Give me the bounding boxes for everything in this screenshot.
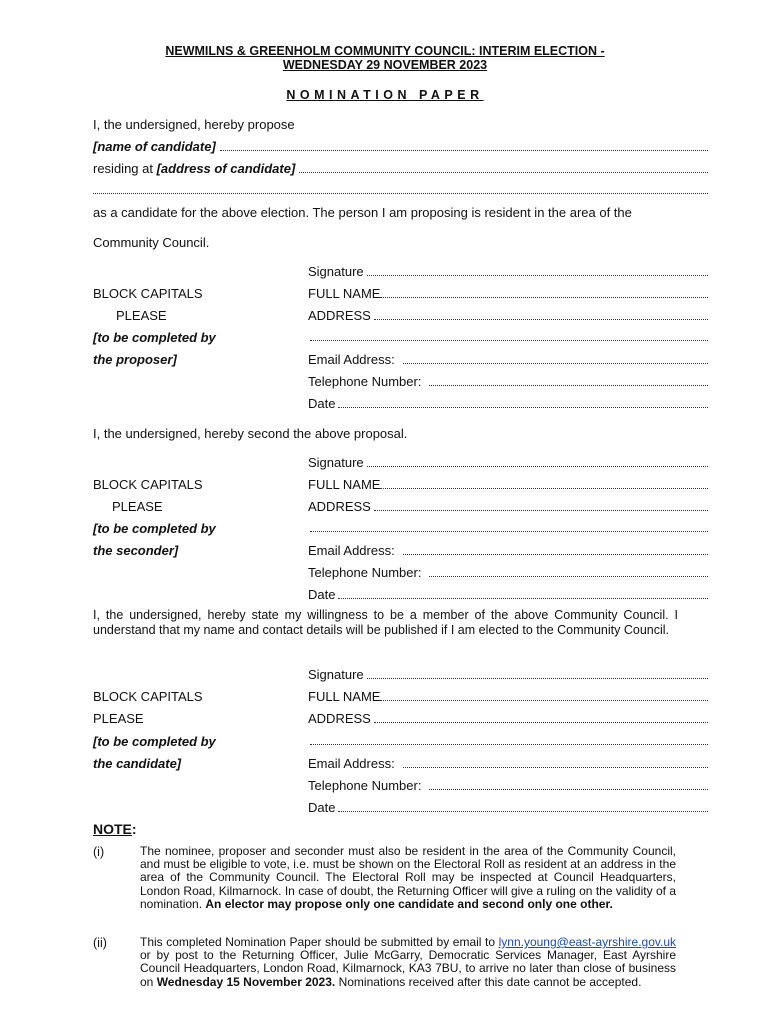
proposer-telephone-row[interactable] [308,374,708,389]
candidate-address-row-2[interactable] [308,734,708,745]
full-name-label: FULL NAME [308,689,381,704]
block-capitals-label: BLOCK CAPITALS [93,286,203,301]
proposer-date-row[interactable] [308,396,708,411]
proposer-address-row[interactable] [308,308,708,323]
date-label: Date [308,587,336,602]
returning-officer-email-link[interactable]: lynn.young@east-ayrshire.gov.uk [498,935,676,949]
proposer-email-row[interactable] [308,352,708,367]
candidate-address-row[interactable] [308,711,708,726]
the-proposer-label: the proposer] [93,352,177,367]
seconder-signature-row[interactable] [308,455,708,470]
telephone-label: Telephone Number: [308,374,422,389]
address-label: ADDRESS [308,499,371,514]
signature-label: Signature [308,264,364,279]
date-label: Date [308,396,336,411]
block-capitals-label: BLOCK CAPITALS [93,477,203,492]
telephone-label: Telephone Number: [308,565,422,580]
second-line: I, the undersigned, hereby second the above proposal. [93,426,408,441]
email-label: Email Address: [308,352,395,367]
seconder-full-name-row[interactable] [308,477,708,492]
note-heading: NOTE: [93,821,137,837]
to-be-completed-label: [to be completed by [93,521,216,536]
note-item-1: The nominee, proposer and seconder must also be resident in the area of the Community Council, and must be eligible to vote, i.e. must be shown on the Electoral Roll as resident at an address in the area of the Community Council. The Electoral Roll may be inspected at Council Headquarters, London Road, Kilmarnock. In case of doubt, the Returning Officer will give a ruling on the validity of a nomination. An elector may propose only one candidate and second only one other. [140,844,676,911]
candidate-name-label: [name of candidate] [93,139,216,154]
candidate-date-row[interactable] [308,800,708,815]
candidate-address-line-2[interactable] [93,183,708,194]
please-label: PLEASE [116,308,167,323]
please-label: PLEASE [112,499,163,514]
seconder-address-row[interactable] [308,499,708,514]
seconder-date-row[interactable] [308,587,708,602]
signature-label: Signature [308,455,364,470]
document-title-line2: WEDNESDAY 29 NOVEMBER 2023 [282,58,488,72]
candidate-name-line[interactable] [220,140,708,151]
note-item-2: This completed Nomination Paper should be submitted by email to lynn.young@east-ayrshire.gov.uk or by post to the Returning Officer, Julie McGarry, Democratic Services Manager, East Ayrshire Council Headquarters, London Road, Kilmarnock, KA3 7BU, to arrive no later than close of business on Wednesday 15 November 2023. Nominations received after this date cannot be accepted. [140,935,676,989]
document-title-line1: NEWMILNS & GREENHOLM COMMUNITY COUNCIL: INTERIM ELECTION - [165,44,605,58]
candidate-willingness-statement: I, the undersigned, hereby state my willingness to be a member of the above Community Council. I understand that my name and contact details will be published if I am elected to the Community Council. [93,608,678,637]
candidate-statement-line: as a candidate for the above election. The person I am proposing is resident in the area of the [93,205,632,220]
candidate-telephone-row[interactable] [308,778,708,793]
proposer-address-row-2[interactable] [308,330,708,341]
address-label: ADDRESS [308,711,371,726]
nomination-paper-heading: NOMINATION PAPER [286,88,484,102]
the-seconder-label: the seconder] [93,543,179,558]
note-item-number: (ii) [93,936,107,950]
proposer-signature-row[interactable] [308,264,708,279]
note-item-number: (i) [93,845,105,859]
email-label: Email Address: [308,756,395,771]
candidate-name-row [93,139,708,154]
date-label: Date [308,800,336,815]
candidate-address-row [93,161,708,176]
telephone-label: Telephone Number: [308,778,422,793]
please-label: PLEASE [93,711,144,726]
full-name-label: FULL NAME [308,477,381,492]
to-be-completed-label: [to be completed by [93,734,216,749]
residing-at-label: residing at [93,161,157,176]
signature-label: Signature [308,667,364,682]
propose-line: I, the undersigned, hereby propose [93,117,295,132]
address-label: ADDRESS [308,308,371,323]
candidate-statement-line2: Community Council. [93,235,210,250]
candidate-address-label: [address of candidate] [156,161,296,176]
to-be-completed-label: [to be completed by [93,330,216,345]
proposer-full-name-row[interactable] [308,286,708,301]
full-name-label: FULL NAME [308,286,381,301]
seconder-email-row[interactable] [308,543,708,558]
the-candidate-label: the candidate] [93,756,182,771]
candidate-signature-row[interactable] [308,667,708,682]
email-label: Email Address: [308,543,395,558]
candidate-full-name-row[interactable] [308,689,708,704]
seconder-telephone-row[interactable] [308,565,708,580]
block-capitals-label: BLOCK CAPITALS [93,689,203,704]
candidate-address-line[interactable] [299,162,708,173]
candidate-email-row[interactable] [308,756,708,771]
seconder-address-row-2[interactable] [308,521,708,532]
